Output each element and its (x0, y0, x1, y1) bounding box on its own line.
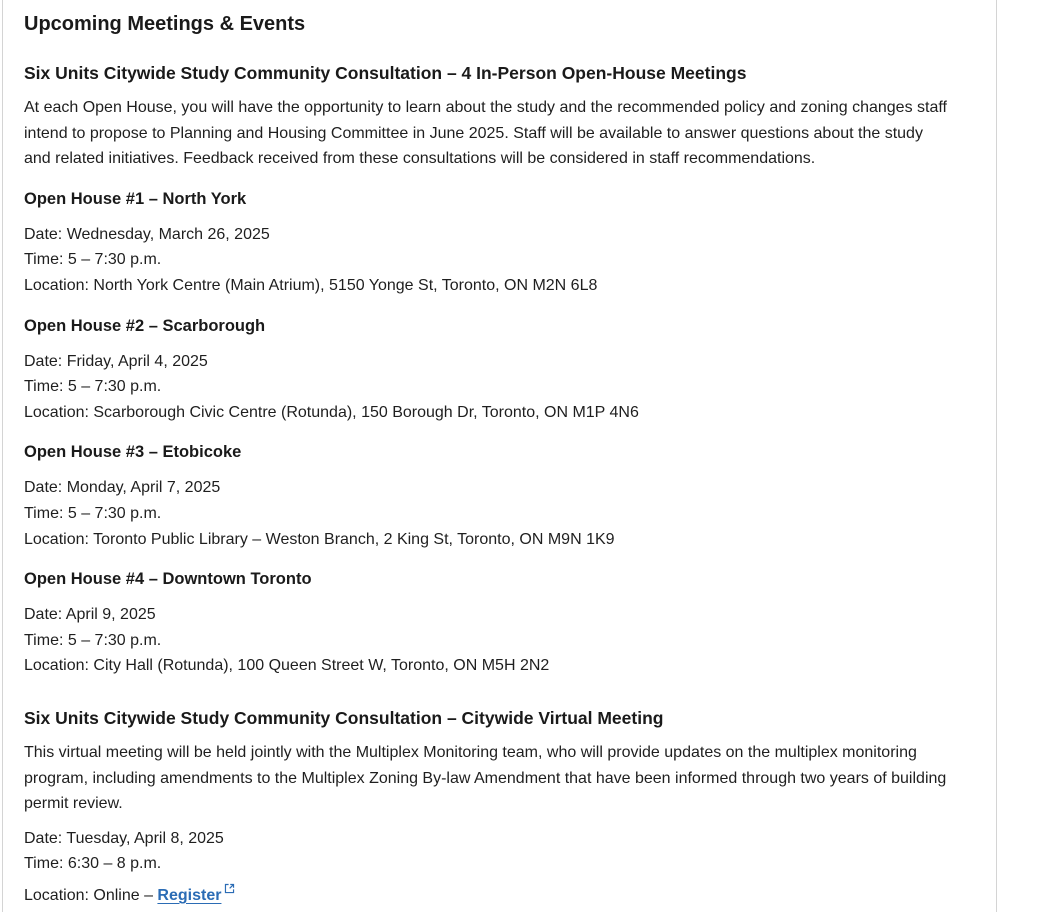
register-link[interactable] (157, 887, 221, 904)
section-heading: Six Units Citywide Study Community Consultation – 4 In-Person Open-House Meetings (24, 63, 747, 83)
section-intro: This virtual meeting will be held jointly with the Multiplex Monitoring team, who will provide updates on the multiplex monitoring program, including amendments to the Multiplex Zoning By-law Amendment that have been informed through two years of building permit review. (24, 743, 947, 813)
event-details (24, 826, 951, 909)
event-location: Location: Scarborough Civic Centre (Rotunda), 150 Borough Dr, Toronto, ON M1P 4N6 (24, 403, 639, 421)
event-heading: Open House #2 – Scarborough (24, 316, 266, 335)
event-block-open-house-3 (24, 440, 951, 552)
event-heading: Open House #3 – Etobicoke (24, 443, 242, 462)
event-details (24, 222, 951, 299)
event-heading: Open House #1 – North York (24, 189, 247, 208)
event-time: Time: 5 – 7:30 p.m. (24, 378, 162, 396)
section-heading: Six Units Citywide Study Community Consultation – Citywide Virtual Meeting (24, 707, 664, 728)
section-virtual-meeting (24, 705, 951, 909)
event-location: Location: City Hall (Rotunda), 100 Queen Street W, Toronto, ON M5H 2N2 (24, 657, 550, 675)
event-heading: Open House #4 – Downtown Toronto (24, 570, 312, 589)
event-date: Date: April 9, 2025 (24, 606, 156, 624)
event-date: Date: Wednesday, March 26, 2025 (24, 225, 270, 243)
event-block-open-house-1 (24, 187, 951, 299)
section-intro: At each Open House, you will have the opportunity to learn about the study and the recommended policy and zoning changes staff intend to propose to Planning and Housing Committee in June 2025. Staff will be available to answer questions about the study and related initiatives. Feedback received from these consultations will be considered in staff recommendations. (24, 99, 947, 168)
event-location: Location: Toronto Public Library – Weston Branch, 2 King St, Toronto, ON M9N 1K9 (24, 530, 615, 548)
event-block-open-house-4 (24, 567, 951, 679)
event-date: Date: Monday, April 7, 2025 (24, 479, 221, 497)
event-details (24, 349, 951, 426)
event-date: Date: Friday, April 4, 2025 (24, 352, 208, 370)
page-title: Upcoming Meetings & Events (24, 13, 306, 35)
event-details (24, 602, 951, 679)
event-location: Location: North York Centre (Main Atrium), 5150 Yonge St, Toronto, ON M2N 6L8 (24, 276, 598, 294)
event-time: Time: 5 – 7:30 p.m. (24, 504, 162, 522)
external-link-icon (224, 877, 235, 903)
register-link-label: Register (157, 886, 222, 904)
event-time: Time: 5 – 7:30 p.m. (24, 251, 162, 269)
event-time: Time: 6:30 – 8 p.m. (24, 855, 162, 873)
event-time: Time: 5 – 7:30 p.m. (24, 631, 162, 649)
section-open-houses (24, 60, 951, 679)
event-block-open-house-2 (24, 314, 951, 426)
event-date: Date: Tuesday, April 8, 2025 (24, 829, 224, 847)
event-location (24, 877, 951, 909)
event-location-prefix: Location: Online – (24, 886, 158, 904)
content-panel (2, 0, 997, 912)
event-details (24, 475, 951, 552)
